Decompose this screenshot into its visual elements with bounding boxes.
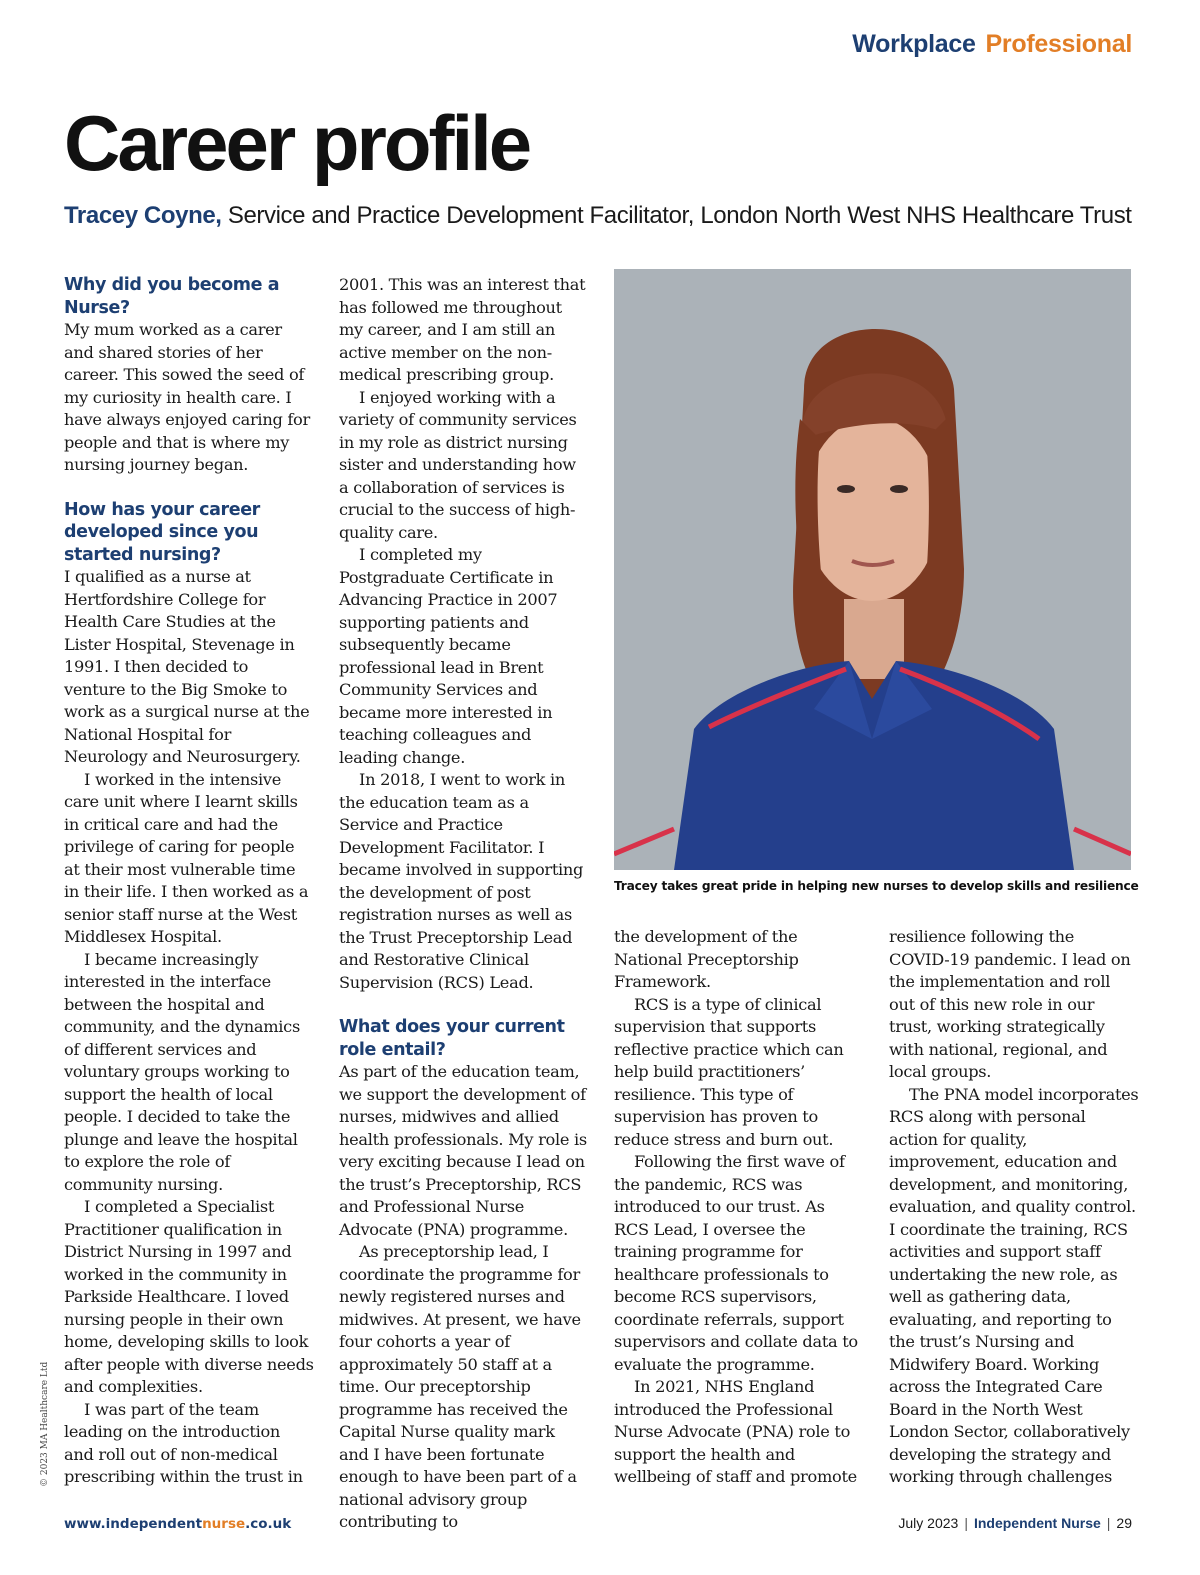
article-column-1 [64,274,314,1489]
copyright-notice: © 2023 MA Healthcare Ltd [40,1361,50,1487]
paragraph: I completed my Postgraduate Certificate in Advancing Practice in 2007 supporting patients and subsequently became professional lead in Brent Community Services and became more interested in teaching colleagues and leading change. [339,545,558,767]
url-highlight: nurse [202,1516,246,1532]
article-column-3 [614,926,864,1489]
paragraph: The PNA model incorporates RCS along with personal action for quality, improvement, education and development, and monitoring, evaluation, and quality control. I coordinate the training, RCS activities and support staff undertaking the new role, as well as gathering data, evaluating, and reporting to the trust’s Nursing and Midwifery Board. Working across the Integrated Care Board in the North West London Sector, collaboratively developing the strategy and working through challenges [889,1084,1139,1486]
paragraph: I was part of the team leading on the introduction and roll out of non-medical prescribing within the trust in [64,1399,303,1486]
page-footer [898,1515,1132,1531]
paragraph: In 2018, I went to work in the education team as a Service and Practice Development Facilitator. I became involved in supporting the development of post registration nurses as well as the Trust Preceptorship Lead and Restorative Clinical Supervision (RCS) Lead. [339,770,584,992]
paragraph: I completed a Specialist Practitioner qualification in District Nursing in 1997 and worked in the community in Parkside Healthcare. I loved nursing people in their own home, developing skills to look after people with diverse needs and complexities. [64,1197,314,1396]
url-prefix: www.independent [64,1516,203,1532]
paragraph: As part of the education team, we support the development of nurses, midwives and allied health professionals. My role is very exciting because I lead on the trust’s Preceptorship, RCS and Professional Nurse Advocate (PNA) programme. [339,1062,587,1239]
byline [64,202,1132,230]
paragraph: RCS is a type of clinical supervision that supports reflective practice which can help build practitioners’ resilience. This type of supervision has proven to reduce stress and burn out. [614,994,844,1149]
byline-name: Tracey Coyne, [64,202,222,229]
paragraph: I became increasingly interested in the interface between the hospital and community, and the dynamics of different services and voluntary groups working to support the health of local people. I decided to take the plunge and leave the hospital to explore the role of community nursing. [64,949,300,1194]
portrait-illustration [614,269,1131,870]
paragraph: I qualified as a nurse at Hertfordshire College for Health Care Studies at the Lister Hospital, Stevenage in 1991. I then decided to venture to the Big Smoke to work as a surgical nurse at the National Hospital for Neurology and Neurosurgery. [64,567,310,766]
question-heading: How has your career developed since you started nursing? [64,499,260,565]
paragraph: As preceptorship lead, I coordinate the programme for newly registered nurses and midwives. At present, we have four cohorts a year of approximately 50 staff at a time. Our preceptorship programme has received the Capital Nurse quality mark and I have been fortunate enough to have been part of a national advisory group contributing to [339,1242,581,1531]
article-column-2 [339,274,589,1534]
page-title: Career profile [64,99,530,187]
page-number: 29 [1116,1515,1132,1531]
article-column-4 [889,926,1139,1489]
byline-role: Service and Practice Development Facilitator, London North West NHS Healthcare Trust [227,202,1132,229]
paragraph: I worked in the intensive care unit where I learnt skills in critical care and had the privilege of caring for people at their most vulnerable time in their life. I then worked as a senior staff nurse at the West Middlesex Hospital. [64,769,309,946]
paragraph: My mum worked as a carer and shared stories of her career. This sowed the seed of my curiosity in health care. I have always enjoyed caring for people and that is where my nursing journey began. [64,320,310,474]
publication-name-part2: Nurse [1061,1515,1101,1531]
portrait-photo [614,269,1131,870]
publication-name-part1: Independent [973,1515,1058,1531]
photo-caption: Tracey takes great pride in helping new nurses to develop skills and resilience [614,879,1139,893]
section-secondary: Professional [985,30,1132,58]
issue-date: July 2023 [898,1515,959,1531]
section-tag [852,30,1132,59]
paragraph: In 2021, NHS England introduced the Professional Nurse Advocate (PNA) role to support the health and wellbeing of staff and promote [614,1377,857,1486]
paragraph: I enjoyed working with a variety of community services in my role as district nursing sister and understanding how a collaboration of services is crucial to the success of high-quality care. [339,387,577,542]
paragraph: resilience following the COVID-19 pandemic. I lead on the implementation and roll out of this new role in our trust, working strategically with national, regional, and local groups. [889,927,1131,1081]
section-primary: Workplace [852,30,976,58]
paragraph: 2001. This was an interest that has followed me throughout my career, and I am still an active member on the non-medical prescribing group. [339,275,586,384]
question-heading: What does your current role entail? [339,1017,565,1060]
url-suffix: .co.uk [245,1516,292,1532]
footer-divider: | [1106,1515,1111,1531]
website-link[interactable] [64,1516,291,1532]
question-heading: Why did you become a Nurse? [64,275,280,318]
paragraph: Following the first wave of the pandemic, RCS was introduced to our trust. As RCS Lead, I oversee the training programme for healthcare professionals to become RCS supervisors, coordinate referrals, support supervisors and collate data to evaluate the programme. [614,1152,858,1374]
footer-divider: | [964,1515,968,1531]
paragraph: the development of the National Preceptorship Framework. [614,927,799,991]
publication-name [974,1515,1101,1531]
